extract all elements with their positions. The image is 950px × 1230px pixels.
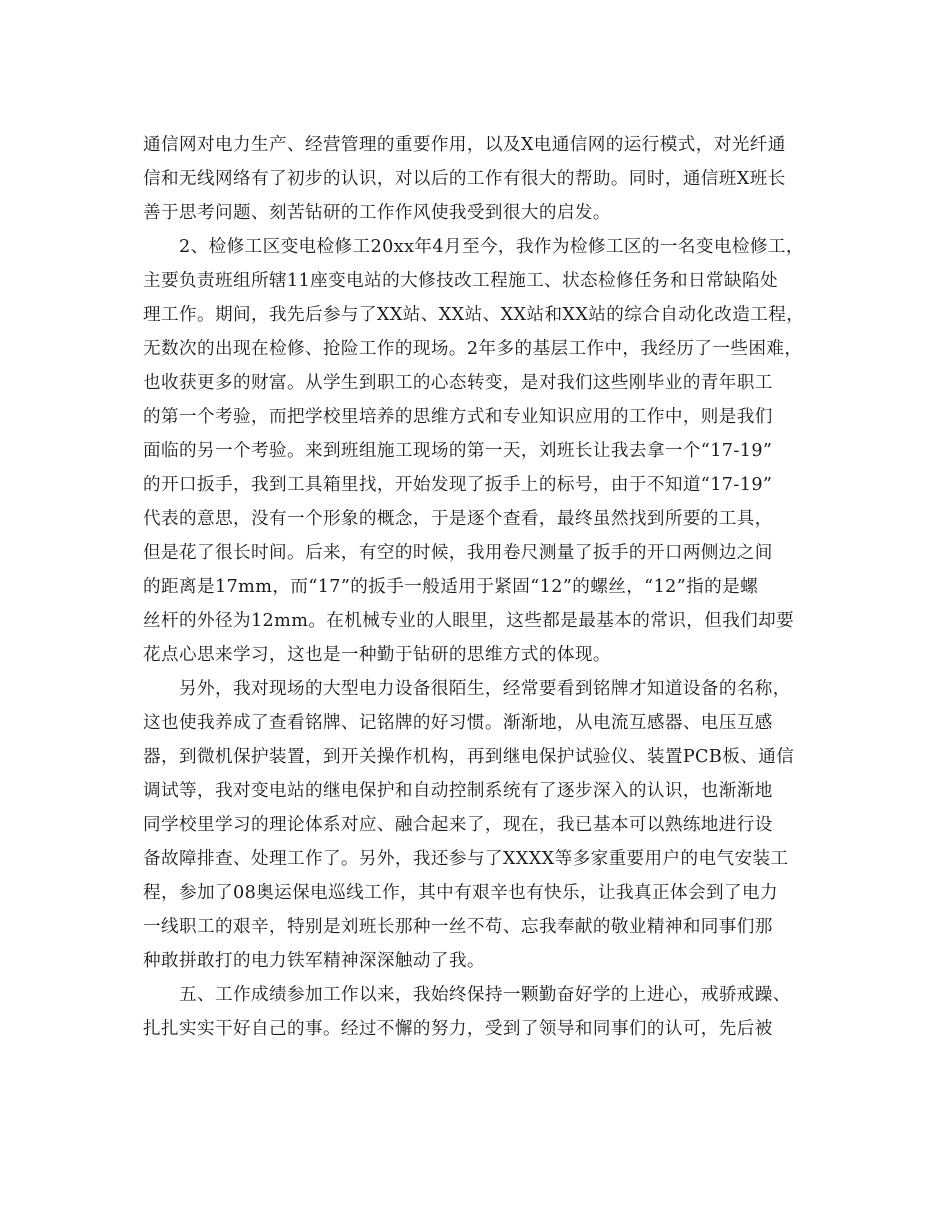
text-line: 丝杆的外径为12mm。在机械专业的人眼里，这些都是最基本的常识，但我们却要 <box>143 611 795 631</box>
body-text <box>143 128 823 1046</box>
text-line: 种敢拼敢打的电力铁军精神深深触动了我。 <box>143 951 485 971</box>
text-line: 主要负责班组所辖11座变电站的大修技改工程施工、状态检修任务和日常缺陷处 <box>143 271 778 291</box>
text-line: 面临的另一个考验。来到班组施工现场的第一天，刘班长让我去拿一个“17-19” <box>143 441 773 461</box>
text-line: 备故障排查、处理工作了。另外，我还参与了XXXX等多家重要用户的电气安装工 <box>143 849 789 869</box>
text-line: 五、工作成绩参加工作以来，我始终保持一颗勤奋好学的上进心，戒骄戒躁、 <box>179 985 791 1005</box>
text-line: 无数次的出现在检修、抢险工作的现场。2年多的基层工作中，我经历了一些困难， <box>143 339 803 359</box>
text-line: 同学校里学习的理论体系对应、融合起来了，现在，我已基本可以熟练地进行设 <box>143 815 773 835</box>
text-line: 善于思考问题、刻苦钻研的工作作风使我受到很大的启发。 <box>143 203 611 223</box>
text-line: 另外，我对现场的大型电力设备很陌生，经常要看到铭牌才知道设备的名称， <box>179 679 791 699</box>
text-line: 也收获更多的财富。从学生到职工的心态转变，是对我们这些刚毕业的青年职工 <box>143 373 773 393</box>
text-line: 这也使我养成了查看铭牌、记铭牌的好习惯。渐渐地，从电流互感器、电压互感 <box>143 713 773 733</box>
text-line: 程，参加了08奥运保电巡线工作，其中有艰辛也有快乐，让我真正体会到了电力 <box>143 883 778 903</box>
text-line: 理工作。期间，我先后参与了XX站、XX站、XX站和XX站的综合自动化改造工程， <box>143 305 805 325</box>
text-line: 通信网对电力生产、经营管理的重要作用，以及X电通信网的运行模式，对光纤通 <box>143 135 786 155</box>
text-line: 器，到微机保护装置，到开关操作机构，再到继电保护试验仪、装置PCB板、通信 <box>143 747 795 767</box>
text-line: 调试等，我对变电站的继电保护和自动控制系统有了逐步深入的认识，也渐渐地 <box>143 781 773 801</box>
text-line: 代表的意思，没有一个形象的概念，于是逐个查看，最终虽然找到所要的工具， <box>143 509 773 529</box>
text-line: 但是花了很长时间。后来，有空的时候，我用卷尺测量了扳手的开口两侧边之间 <box>143 543 773 563</box>
text-line: 2、检修工区变电检修工20xx年4月至今，我作为检修工区的一名变电检修工， <box>179 237 804 257</box>
text-line: 信和无线网络有了初步的认识，对以后的工作有很大的帮助。同时，通信班X班长 <box>143 169 786 189</box>
text-line: 的开口扳手，我到工具箱里找，开始发现了扳手上的标号，由于不知道“17-19” <box>143 475 773 495</box>
text-line: 的第一个考验，而把学校里培养的思维方式和专业知识应用的工作中，则是我们 <box>143 407 773 427</box>
text-line: 一线职工的艰辛，特别是刘班长那种一丝不苟、忘我奉献的敬业精神和同事们那 <box>143 917 773 937</box>
text-line: 的距离是17mm，而“17”的扳手一般适用于紧固“12”的螺丝，“12”指的是螺 <box>143 577 759 597</box>
text-line: 扎扎实实干好自己的事。经过不懈的努力，受到了领导和同事们的认可，先后被 <box>143 1019 773 1039</box>
text-line: 花点心思来学习，这也是一种勤于钻研的思维方式的体现。 <box>143 645 611 665</box>
